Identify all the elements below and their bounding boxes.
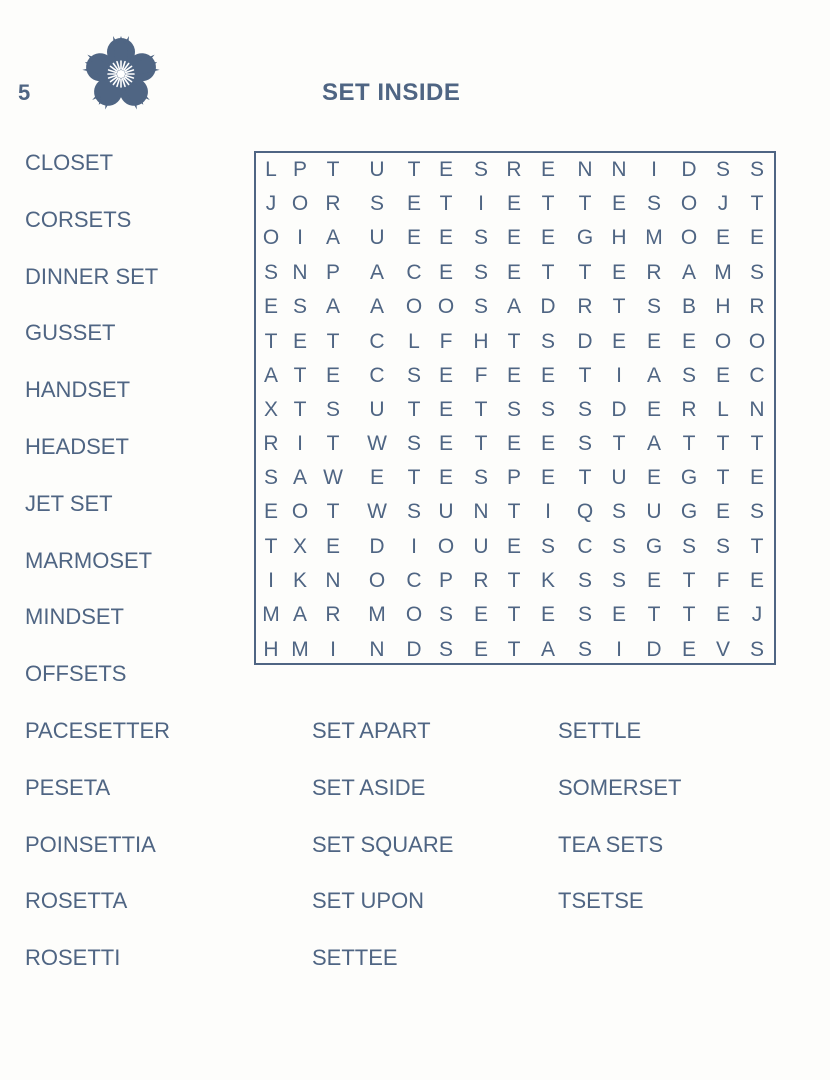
grid-letter[interactable]: A [681,261,696,284]
grid-letter[interactable]: E [406,192,421,215]
page-number: 5 [18,80,31,105]
grid-letter[interactable]: U [369,226,385,249]
word-list-item: HANDSET [25,377,131,402]
word-list-item: TSETSE [558,888,644,913]
word-list-item: SETTEE [312,945,398,970]
grid-letter[interactable]: E [473,638,488,661]
grid-letter[interactable]: O [437,295,455,318]
grid-letter[interactable]: E [715,226,730,249]
grid-letter[interactable]: A [369,261,384,284]
grid-letter[interactable]: E [611,192,626,215]
grid-letter[interactable]: A [506,295,521,318]
grid-letter[interactable]: O [368,569,386,592]
grid-letter[interactable]: O [680,226,698,249]
grid-letter[interactable]: I [545,500,551,523]
word-list-item: ROSETTI [25,945,121,970]
grid-letter[interactable]: E [506,192,521,215]
grid-letter[interactable]: E [540,226,555,249]
grid-letter[interactable]: T [507,569,521,592]
grid-letter[interactable]: E [406,226,421,249]
word-list-item: TEA SETS [558,832,664,857]
grid-letter[interactable]: R [646,261,662,284]
word-list-item: SETTLE [558,718,642,743]
grid-letter[interactable]: E [749,569,764,592]
grid-letter[interactable]: A [292,466,307,489]
grid-letter[interactable]: S [715,158,730,181]
grid-letter[interactable]: E [540,364,555,387]
grid-letter[interactable]: J [717,192,729,215]
grid-row [256,153,774,187]
grid-letter[interactable]: S [406,432,421,455]
grid-letter[interactable]: A [369,295,384,318]
grid-letter[interactable]: N [577,158,593,181]
grid-letter[interactable]: U [611,466,627,489]
grid-letter[interactable]: S [406,500,421,523]
grid-letter[interactable]: G [576,226,594,249]
grid-letter[interactable]: C [406,569,422,592]
grid-letter[interactable]: L [265,158,277,181]
grid-letter[interactable]: S [749,638,764,661]
grid-letter[interactable]: E [611,330,626,353]
grid-letter[interactable]: S [540,535,555,558]
grid-letter[interactable]: T [326,330,340,353]
grid-letter[interactable]: T [507,330,521,353]
word-list-item: PACESETTER [25,718,171,743]
grid-letter[interactable]: Q [576,500,594,523]
grid-letter[interactable]: E [263,295,278,318]
grid-letter[interactable]: D [646,638,662,661]
grid-letter[interactable]: S [473,261,488,284]
grid-letter[interactable]: T [293,398,307,421]
grid-letter[interactable]: S [406,364,421,387]
grid-letter[interactable]: L [717,398,729,421]
grid-row [256,461,774,495]
grid-letter[interactable]: T [507,638,521,661]
grid-letter[interactable]: T [474,398,488,421]
grid-letter[interactable]: E [540,158,555,181]
grid-letter[interactable]: M [262,603,280,626]
grid-letter[interactable]: I [651,158,657,181]
grid-letter[interactable]: I [616,638,622,661]
grid-letter[interactable]: T [541,261,555,284]
grid-letter[interactable]: T [507,500,521,523]
grid-letter[interactable]: T [682,432,696,455]
grid-row [256,359,774,393]
grid-letter[interactable]: W [367,432,387,455]
grid-letter[interactable]: D [611,398,627,421]
grid-row [256,325,774,359]
grid-letter[interactable]: E [325,535,340,558]
grid-letter[interactable]: K [540,569,555,592]
word-list-item: SET APART [312,718,431,743]
grid-letter[interactable]: S [540,398,555,421]
grid-letter[interactable]: N [473,500,489,523]
grid-letter[interactable]: O [405,603,423,626]
grid-letter[interactable]: E [506,261,521,284]
grid-letter[interactable]: T [750,192,764,215]
grid-letter[interactable]: A [292,603,307,626]
grid-letter[interactable]: E [749,466,764,489]
grid-letter[interactable]: S [473,226,488,249]
word-list-item: MINDSET [25,604,124,629]
puzzle-title: SET INSIDE [322,79,461,106]
grid-row [256,633,774,667]
grid-letter[interactable]: F [474,364,488,387]
grid-letter[interactable]: E [646,466,661,489]
grid-letter[interactable]: M [714,261,732,284]
grid-letter[interactable]: R [681,398,697,421]
word-list-item: SET ASIDE [312,775,426,800]
grid-letter[interactable]: C [749,364,765,387]
grid-letter[interactable]: E [540,432,555,455]
grid-letter[interactable]: S [681,535,696,558]
grid-letter[interactable]: H [611,226,627,249]
grid-letter[interactable]: E [681,330,696,353]
grid-letter[interactable]: E [646,569,661,592]
grid-letter[interactable]: G [680,500,698,523]
grid-letter[interactable]: O [262,226,280,249]
grid-letter[interactable]: S [577,638,592,661]
grid-letter[interactable]: S [681,364,696,387]
word-list-item: SOMERSET [558,775,682,800]
grid-letter[interactable]: S [473,466,488,489]
grid-letter[interactable]: D [540,295,556,318]
grid-letter[interactable]: T [682,603,696,626]
grid-letter[interactable]: T [474,432,488,455]
grid-row [256,530,774,564]
grid-letter[interactable]: T [264,330,278,353]
grid-row [256,221,774,255]
grid-letter[interactable]: O [714,330,732,353]
grid-letter[interactable]: T [578,364,592,387]
grid-letter[interactable]: S [263,466,278,489]
grid-letter[interactable]: S [646,295,661,318]
word-list-item: OFFSETS [25,661,127,686]
grid-letter[interactable]: E [611,261,626,284]
grid-letter[interactable]: S [749,158,764,181]
grid-letter[interactable]: G [645,535,663,558]
grid-letter[interactable]: I [297,226,303,249]
grid-letter[interactable]: U [369,158,385,181]
word-list-item: ROSETTA [25,888,128,913]
grid-letter[interactable]: I [330,638,336,661]
word-list-item: CORSETS [25,207,132,232]
grid-letter[interactable]: T [682,569,696,592]
grid-letter[interactable]: T [439,192,453,215]
grid-letter[interactable]: T [541,192,555,215]
grid-letter[interactable]: U [473,535,489,558]
grid-letter[interactable]: T [326,158,340,181]
word-list-item: JET SET [25,491,113,516]
grid-letter[interactable]: E [292,330,307,353]
word-list-item: POINSETTIA [25,832,156,857]
grid-letter[interactable]: W [323,466,343,489]
grid-letter[interactable]: U [369,398,385,421]
grid-letter[interactable]: T [507,603,521,626]
word-list-item: PESETA [25,775,111,800]
word-list-item: SET UPON [312,888,425,913]
grid-letter[interactable]: S [577,603,592,626]
grid-letter[interactable]: D [577,330,593,353]
grid-letter[interactable]: E [506,226,521,249]
grid-letter[interactable]: I [411,535,417,558]
grid-letter[interactable]: D [406,638,422,661]
grid-letter[interactable]: N [292,261,308,284]
grid-row [256,187,774,221]
grid-row [256,256,774,290]
grid-letter[interactable]: I [478,192,484,215]
grid-letter[interactable]: J [751,603,763,626]
word-list-item: SET SQUARE [312,832,454,857]
grid-letter[interactable]: T [293,364,307,387]
grid-letter[interactable]: E [506,432,521,455]
flower-icon [79,32,163,116]
grid-letter[interactable]: T [264,535,278,558]
grid-letter[interactable]: T [750,535,764,558]
grid-letter[interactable]: N [611,158,627,181]
grid-letter[interactable]: E [611,603,626,626]
grid-letter[interactable]: O [437,535,455,558]
grid-letter[interactable]: O [291,500,309,523]
grid-letter[interactable]: H [715,295,731,318]
grid-letter[interactable]: C [406,261,422,284]
grid-letter[interactable]: R [325,192,341,215]
grid-letter[interactable]: A [540,638,555,661]
grid-letter[interactable]: S [749,500,764,523]
grid-letter[interactable]: C [577,535,593,558]
grid-letter[interactable]: S [473,295,488,318]
grid-letter[interactable]: B [681,295,696,318]
grid-letter[interactable]: D [369,535,385,558]
grid-letter[interactable]: T [578,261,592,284]
grid-letter[interactable]: S [506,398,521,421]
grid-letter[interactable]: E [681,638,696,661]
grid-letter[interactable]: T [716,466,730,489]
grid-letter[interactable]: S [577,398,592,421]
grid-letter[interactable]: E [438,364,453,387]
grid-letter[interactable]: P [438,569,453,592]
grid-letter[interactable]: A [646,432,661,455]
word-search-grid [254,151,776,665]
word-list-item: DINNER SET [25,264,159,289]
grid-letter[interactable]: U [646,500,662,523]
grid-letter[interactable]: T [407,158,421,181]
grid-row [256,393,774,427]
grid-letter[interactable]: E [540,466,555,489]
grid-letter[interactable]: E [438,398,453,421]
grid-letter[interactable]: R [473,569,489,592]
grid-letter[interactable]: H [473,330,489,353]
grid-letter[interactable]: P [506,466,521,489]
grid-letter[interactable]: E [646,330,661,353]
grid-letter[interactable]: S [749,261,764,284]
grid-letter[interactable]: A [263,364,278,387]
grid-letter[interactable]: T [407,398,421,421]
grid-letter[interactable]: K [292,569,307,592]
grid-letter[interactable]: T [326,500,340,523]
grid-letter[interactable]: F [716,569,730,592]
grid-letter[interactable]: T [326,432,340,455]
grid-letter[interactable]: T [578,466,592,489]
grid-letter[interactable]: N [325,569,341,592]
grid-letter[interactable]: S [263,261,278,284]
grid-letter[interactable]: E [438,226,453,249]
grid-letter[interactable]: C [369,330,385,353]
word-list-item: HEADSET [25,434,129,459]
grid-letter[interactable]: X [292,535,307,558]
grid-letter[interactable]: S [325,398,340,421]
grid-row [256,495,774,529]
grid-letter[interactable]: T [612,432,626,455]
grid-letter[interactable]: R [577,295,593,318]
grid-letter[interactable]: E [506,535,521,558]
grid-letter[interactable]: S [438,603,453,626]
grid-letter[interactable]: S [292,295,307,318]
grid-letter[interactable]: S [611,535,626,558]
grid-letter[interactable]: F [439,330,453,353]
grid-letter[interactable]: S [473,158,488,181]
grid-letter[interactable]: M [645,226,663,249]
grid-row [256,598,774,632]
grid-letter[interactable]: J [265,192,277,215]
grid-letter[interactable]: T [750,432,764,455]
grid-letter[interactable]: S [438,638,453,661]
grid-letter[interactable]: A [325,226,340,249]
grid-letter[interactable]: S [646,192,661,215]
grid-letter[interactable]: E [715,364,730,387]
grid-letter[interactable]: N [369,638,385,661]
grid-letter[interactable]: M [368,603,386,626]
grid-letter[interactable]: R [506,158,522,181]
grid-letter[interactable]: R [263,432,279,455]
grid-letter[interactable]: O [405,295,423,318]
grid-letter[interactable]: N [749,398,765,421]
grid-letter[interactable]: L [408,330,420,353]
grid-letter[interactable]: S [715,535,730,558]
grid-letter[interactable]: A [646,364,661,387]
grid-letter[interactable]: O [680,192,698,215]
grid-letter[interactable]: E [438,158,453,181]
grid-letter[interactable]: T [647,603,661,626]
grid-letter[interactable]: I [297,432,303,455]
grid-letter[interactable]: P [292,158,307,181]
grid-letter[interactable]: I [616,364,622,387]
grid-letter[interactable]: T [716,432,730,455]
grid-letter[interactable]: E [325,364,340,387]
grid-letter[interactable]: I [268,569,274,592]
grid-letter[interactable]: E [540,603,555,626]
grid-letter[interactable]: E [369,466,384,489]
grid-letter[interactable]: V [715,638,730,661]
grid-letter[interactable]: E [263,500,278,523]
grid-letter[interactable]: S [577,569,592,592]
grid-letter[interactable]: S [611,500,626,523]
grid-letter[interactable]: H [263,638,279,661]
grid-letter[interactable]: E [715,603,730,626]
grid-letter[interactable]: E [749,226,764,249]
grid-letter[interactable]: D [681,158,697,181]
grid-letter[interactable]: E [506,364,521,387]
grid-letter[interactable]: T [578,192,592,215]
grid-letter[interactable]: E [715,500,730,523]
grid-letter[interactable]: R [325,603,341,626]
grid-row [256,290,774,324]
grid-letter[interactable]: S [577,432,592,455]
word-list-item: MARMOSET [25,548,153,573]
grid-letter[interactable]: S [611,569,626,592]
grid-letter[interactable]: T [612,295,626,318]
grid-letter[interactable]: E [473,603,488,626]
grid-letter[interactable]: X [263,398,278,421]
grid-letter[interactable]: A [325,295,340,318]
grid-row [256,427,774,461]
grid-letter[interactable]: U [438,500,454,523]
grid-letter[interactable]: C [369,364,385,387]
grid-letter[interactable]: S [540,330,555,353]
word-list-item: GUSSET [25,320,116,345]
grid-letter[interactable]: M [291,638,309,661]
grid-letter[interactable]: E [646,398,661,421]
grid-letter[interactable]: O [748,330,766,353]
grid-letter[interactable]: P [325,261,340,284]
grid-letter[interactable]: R [749,295,765,318]
grid-letter[interactable]: E [438,466,453,489]
grid-letter[interactable]: W [367,500,387,523]
grid-letter[interactable]: G [680,466,698,489]
grid-letter[interactable]: E [438,261,453,284]
grid-letter[interactable]: O [291,192,309,215]
grid-letter[interactable]: E [438,432,453,455]
word-list-item: CLOSET [25,150,114,175]
grid-letter[interactable]: S [369,192,384,215]
grid-row [256,564,774,598]
grid-letter[interactable]: T [407,466,421,489]
